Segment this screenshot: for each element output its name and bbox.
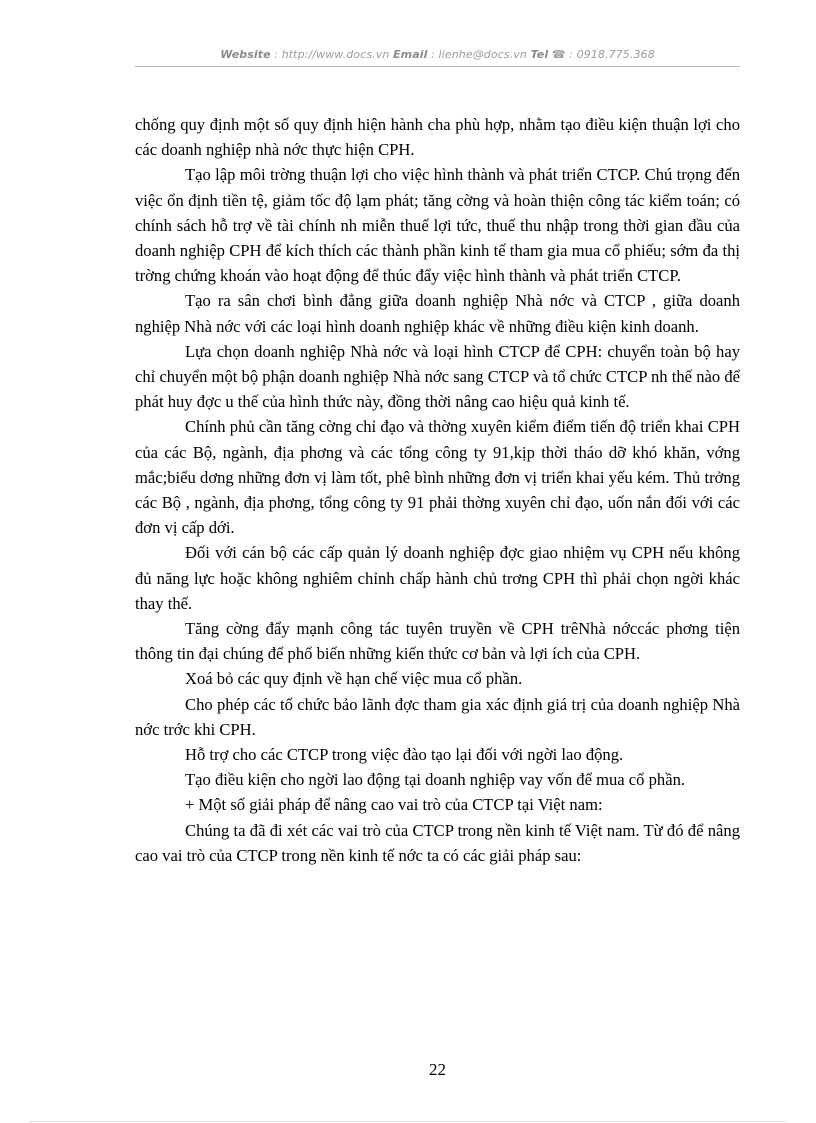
footer-divider bbox=[30, 1121, 786, 1122]
website-label: Website bbox=[220, 48, 271, 61]
paragraph: Đối với cán bộ các cấp quản lý doanh nghiệp đợc giao nhiệm vụ CPH nếu không đủ năng lực hoặc không nghiêm chỉnh chấp hành chủ trơng CPH thì phải chọn ngời khác thay thế. bbox=[135, 543, 740, 613]
tel-value: : 0918.775.368 bbox=[565, 48, 655, 61]
paragraph: Tạo ra sân chơi bình đẳng giữa doanh nghiệp Nhà nớc và CTCP , giữa doanh nghiệp Nhà nớc với các loại hình doanh nghiệp khác về những điều kiện kinh doanh. bbox=[135, 291, 740, 336]
page-number: 22 bbox=[429, 1060, 446, 1079]
section-heading: + Một số giải pháp để nâng cao vai trò của CTCP tại Việt nam: bbox=[185, 795, 603, 815]
paragraph: Tăng cờng đẩy mạnh công tác tuyên truyền về CPH trêNhà nớccác phơng tiện thông tin đại chúng để phổ biến những kiến thức cơ bản và lợi ích của CPH. bbox=[135, 619, 740, 664]
paragraph: Tạo lập môi trờng thuận lợi cho việc hình thành và phát triển CTCP. Chú trọng đến việc ổn định tiền tệ, giảm tốc độ lạm phát; tăng cờng và hoàn thiện công tác kiểm toán; có chính sách hỗ trợ về tài chính nh miễn thuế lợi tức, thuế thu nhập trong thời gian đầu của doanh nghiệp CPH để kích thích các thành phần kinh tế tham gia mua cổ phiếu; sớm đa thị trờng chứng khoán vào hoạt động để thúc đẩy việc hình thành và phát triển CTCP. bbox=[135, 165, 740, 286]
phone-icon: ☎ bbox=[551, 48, 566, 61]
paragraph: Cho phép các tổ chức bảo lãnh đợc tham gia xác định giá trị của doanh nghiệp Nhà nớc trớc khi CPH. bbox=[135, 694, 740, 739]
tel-label: Tel bbox=[530, 48, 549, 61]
body-text bbox=[135, 112, 740, 868]
paragraph: Chính phủ cần tăng cờng chỉ đạo và thờng xuyên kiểm điểm tiến độ triển khai CPH của các Bộ, ngành, địa phơng và các tổng công ty 91,kịp thời tháo dỡ khó khăn, vớng mắc;biểu dơng những đơn vị làm tốt, phê bình những đơn vị triển khai yếu kém. Thủ trởng các Bộ , ngành, địa phơng, tổng công ty 91 phải thờng xuyên chỉ đạo, uốn nắn đối với các đơn vị cấp dới. bbox=[135, 417, 740, 538]
paragraph: Xoá bỏ các quy định về hạn chế việc mua cổ phần. bbox=[185, 669, 523, 689]
paragraph: Hỗ trợ cho các CTCP trong việc đào tạo lại đối với ngời lao động. bbox=[185, 745, 624, 765]
paragraph: Lựa chọn doanh nghiệp Nhà nớc và loại hình CTCP để CPH: chuyển toàn bộ hay chỉ chuyển một bộ phận doanh nghiệp Nhà nớc sang CTCP và tổ chức CTCP nh thế nào để phát huy đợc u thế của hình thức này, đồng thời nâng cao hiệu quả kinh tế. bbox=[135, 341, 740, 412]
email-value: : lienhe@docs.vn bbox=[427, 48, 531, 61]
paragraph: Chúng ta đã đi xét các vai trò của CTCP trong nền kinh tế Việt nam. Từ đó để nâng cao vai trò của CTCP trong nền kinh tế nớc ta có các giải pháp sau: bbox=[135, 820, 740, 865]
header-divider bbox=[135, 66, 740, 67]
paragraph: Tạo điều kiện cho ngời lao động tại doanh nghiệp vay vốn để mua cổ phần. bbox=[185, 770, 686, 790]
page-header bbox=[135, 48, 740, 61]
email-label: Email bbox=[393, 48, 428, 61]
website-value: : http://www.docs.vn bbox=[270, 48, 394, 61]
paragraph: chống quy định một số quy định hiện hành cha phù hợp, nhằm tạo điều kiện thuận lợi cho các doanh nghiệp nhà nớc thực hiện CPH. bbox=[135, 115, 740, 160]
